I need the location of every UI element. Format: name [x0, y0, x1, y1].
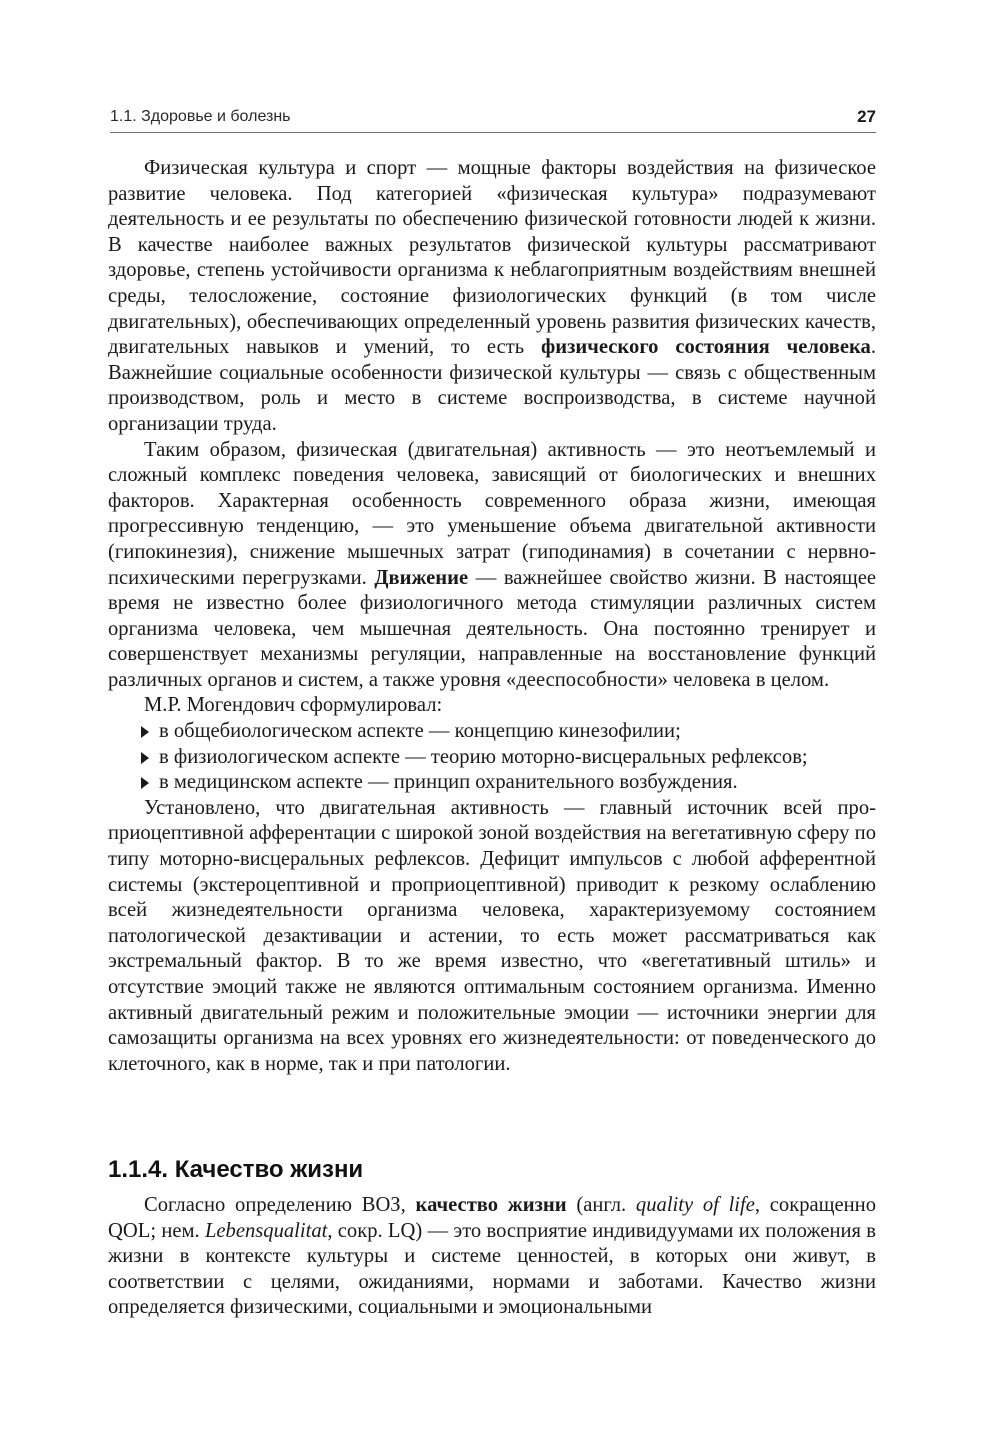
p1-text-a: Физическая культура и спорт — мощные факторы воздействия на физическое развитие человека. Под категорией «физическая культура» подразумевают деятельность и ее результаты по обеспечению физической готовности людей к жизни. В качестве наиболее важных результатов физической культуры рассматривают здоровье, степень устойчивости организма к неблагоприятным воздействиям внешней среды, телосложение, состояние физиологических функций (в том числе двигательных), обеспечивающих определенный уровень развития физических качеств, двигательных навыков и умений, то есть: [108, 157, 876, 359]
p1-bold-term: физического состояния человека: [541, 336, 871, 359]
p2-bold-term: Движение: [374, 566, 469, 589]
paragraph-physical-culture: [108, 156, 876, 438]
s1-text-c: , сокращенно QOL; нем.: [108, 1194, 876, 1242]
s1-bold-term: качество жизни: [415, 1194, 567, 1216]
p2-text-b: — важнейшее свойство жизни. В настоящее время не известно более физиологичного метода стимуляции различных систем организма человека, чем мышечная деятельность. Она постоянно тренирует и совершенствует механизмы регуляции, направленные на восстановление функций различных органов и систем, а также уровня «дееспособности» человека в целом.: [108, 566, 876, 691]
triangle-bullet-icon: [141, 752, 149, 764]
s1-text-a: Согласно определению ВОЗ,: [144, 1194, 416, 1216]
p2-text-a: Таким образом, физическая (двигательная) активность — это неотъемлемый и сложный комплекс поведения человека, зависящий от биологических и внешних факторов. Характерная особенность современного образа жизни, имеющая прогрессивную тенденцию, — это уменьшение объема двигательной активности (гипокинезия), снижение мышечных затрат (гиподинамия) в сочетании с нервно-психическими перегрузками.: [108, 438, 876, 589]
s1-italic-german: Lebensqualitat: [204, 1219, 328, 1242]
list-item: [108, 745, 876, 771]
list-item-text: в физиологическом аспекте — теорию моторно-висцеральных рефлексов;: [159, 745, 808, 768]
section-heading: 1.1.4. Качество жизни: [108, 1156, 364, 1183]
paragraph-quality-of-life: [108, 1193, 876, 1321]
s1-text-d: , сокр. LQ) — это восприятие индивидуумами их положения в жизни в контексте культуры и системе ценностей, в которых они живут, в соответствии с целями, ожиданиями, нормами и заботами. Качество жизни определяется физическими, социальными и эмоциональными: [108, 1219, 877, 1319]
triangle-bullet-icon: [141, 777, 149, 789]
page-number: 27: [857, 107, 876, 126]
running-title: 1.1. Здоровье и болезнь: [110, 108, 291, 125]
list-item-text: в общебиологическом аспекте — концепцию кинезофилии;: [159, 720, 681, 743]
p1-text-b: . Важнейшие социальные особенности физической культуры — связь с общественным производством, роль и место в системе воспроизводства, в системе научной организации труда.: [108, 336, 876, 435]
list-item: [108, 770, 876, 796]
list-item-text: в медицинском аспекте — принцип охранительного возбуждения.: [159, 771, 738, 794]
paragraph-proprioceptive: Установлено, что двигательная активность — главный источник всей проприоцептивной афферентации с широкой зоной воздействия на вегетативную сферу по типу моторно-висцеральных рефлексов. Дефицит импульсов с любой афферентной системы (экстероцептивной и проприоцептивной) приводит к резкому ослаблению всей жизнедеятельности организма человека, характеризуемому состоянием патологической дезактивации и астении, то есть может рассматриваться как экстремальный фактор. В то же время известно, что «вегетативный штиль» и отсутствие эмоций также не являются оптимальным состоянием организма. Именно активный двигательный режим и положительные эмоции — источники энергии для самозащиты организма на всех уровнях его жизнедеятельности: от поведенческого до клеточного, как в норме, так и при патологии.: [108, 796, 876, 1075]
running-header: [110, 104, 876, 133]
s1-text-b: (англ.: [566, 1194, 636, 1216]
paragraph-mogendovich: М.Р. Могендович сформулировал:: [144, 694, 443, 717]
list-item: [108, 719, 876, 745]
paragraph-physical-activity: [108, 438, 876, 694]
main-text: [108, 156, 876, 1077]
section-text: [108, 1193, 876, 1321]
s1-italic-english: quality of life: [635, 1194, 755, 1216]
triangle-bullet-icon: [141, 726, 149, 738]
bullet-list: [108, 719, 876, 796]
